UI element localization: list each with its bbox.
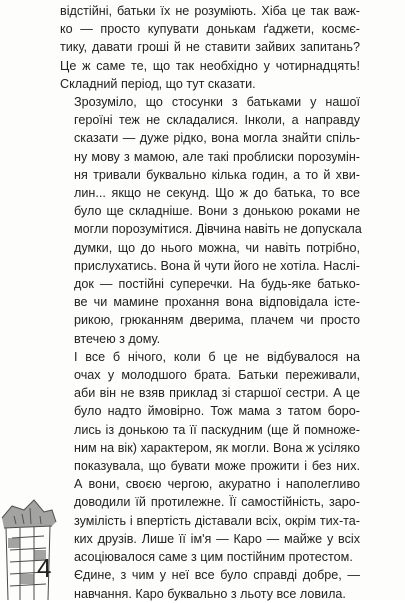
text-line: Єдине, з чим у неї все було справді добре, — bbox=[74, 568, 360, 583]
text-line: втечею з дому. bbox=[74, 331, 161, 346]
body-text bbox=[60, 2, 360, 603]
text-line: ня тривали буквально кілька годин, а то й хви- bbox=[74, 167, 360, 182]
text-line: було надто ймовірно. Тож мама з татом боро- bbox=[74, 404, 360, 419]
text-line: ких друзів. Лише її ім'я — Каро — майже у всіх bbox=[74, 531, 360, 546]
text-line: док — постійні суперечки. На будь-яке батько- bbox=[74, 277, 360, 292]
paragraph bbox=[60, 348, 360, 566]
text-line: Складний період, що тут сказати. bbox=[60, 76, 256, 91]
text-line: доводили їй протилежне. Її самостійність, зaро- bbox=[74, 495, 360, 510]
text-line: ну мову з мамою, але такі проблиски порозумін- bbox=[74, 149, 360, 164]
text-line: асоціювалося саме з цим постійним протестом. bbox=[74, 550, 353, 565]
text-line: лись із донькою та її паскудним (ще й помноже- bbox=[74, 422, 360, 437]
text-line: відстійні, батьки їх не розуміють. Хіба це так важ- bbox=[60, 4, 360, 18]
text-line: могли порозумітися. Дівчина навіть не допускала bbox=[74, 222, 362, 237]
text-line: героїні теж не складалися. Інколи, а направду bbox=[74, 113, 360, 128]
text-line: лин... якщо не секунд. Що ж до батька, то все bbox=[74, 186, 360, 201]
text-line: очах у молодшого брата. Батьки переживали, bbox=[74, 368, 360, 383]
paragraph bbox=[60, 93, 360, 348]
text-line: навчання. Каро буквально з льоту все ловила. bbox=[74, 586, 346, 601]
text-line: ним на вік) характером, як могли. Вона ж усіляко bbox=[74, 440, 360, 455]
text-line: було ще складніше. Вони з донькою роками не bbox=[74, 204, 360, 219]
text-line: зумілість і впертість діставали всіх, окрім тих-та- bbox=[74, 513, 360, 528]
page-number: 4 bbox=[37, 553, 52, 583]
text-line: Це ж саме те, що так необхідно у чотирнадцять! bbox=[60, 58, 360, 73]
text-line: А вони, своєю чергою, акуратно і наполегливо bbox=[74, 477, 360, 492]
text-line: тику, давати гроші й не ставити зайвих запитань? bbox=[60, 40, 360, 55]
text-line: І все б нічого, коли б це не відбувалося на bbox=[74, 349, 360, 364]
text-line: сказати — дуже рідко, вона могла знайти спіль- bbox=[74, 131, 360, 146]
paragraph bbox=[60, 2, 360, 93]
paragraph bbox=[60, 566, 360, 602]
text-line: Зрозуміло, що стосунки з батьками у нашої bbox=[74, 95, 360, 110]
text-line: показувала, що бувати може прожити і без них. bbox=[74, 459, 360, 474]
text-line: аби він не взяв приклад зі старшої сестри. А це bbox=[74, 386, 360, 401]
text-line: ве чи мамине прохання вона відповідала істе- bbox=[74, 295, 360, 310]
text-line: рикою, грюканням дверима, плачем чи просто bbox=[74, 313, 360, 328]
text-line: ко — просто купувати донькам ґаджети, космє- bbox=[60, 22, 360, 37]
text-line: думки, що до нього можна, чи навіть потрібно, bbox=[74, 240, 360, 255]
text-line: прислухатись. Вона й чути його не хотіла. Наслі- bbox=[74, 258, 360, 273]
